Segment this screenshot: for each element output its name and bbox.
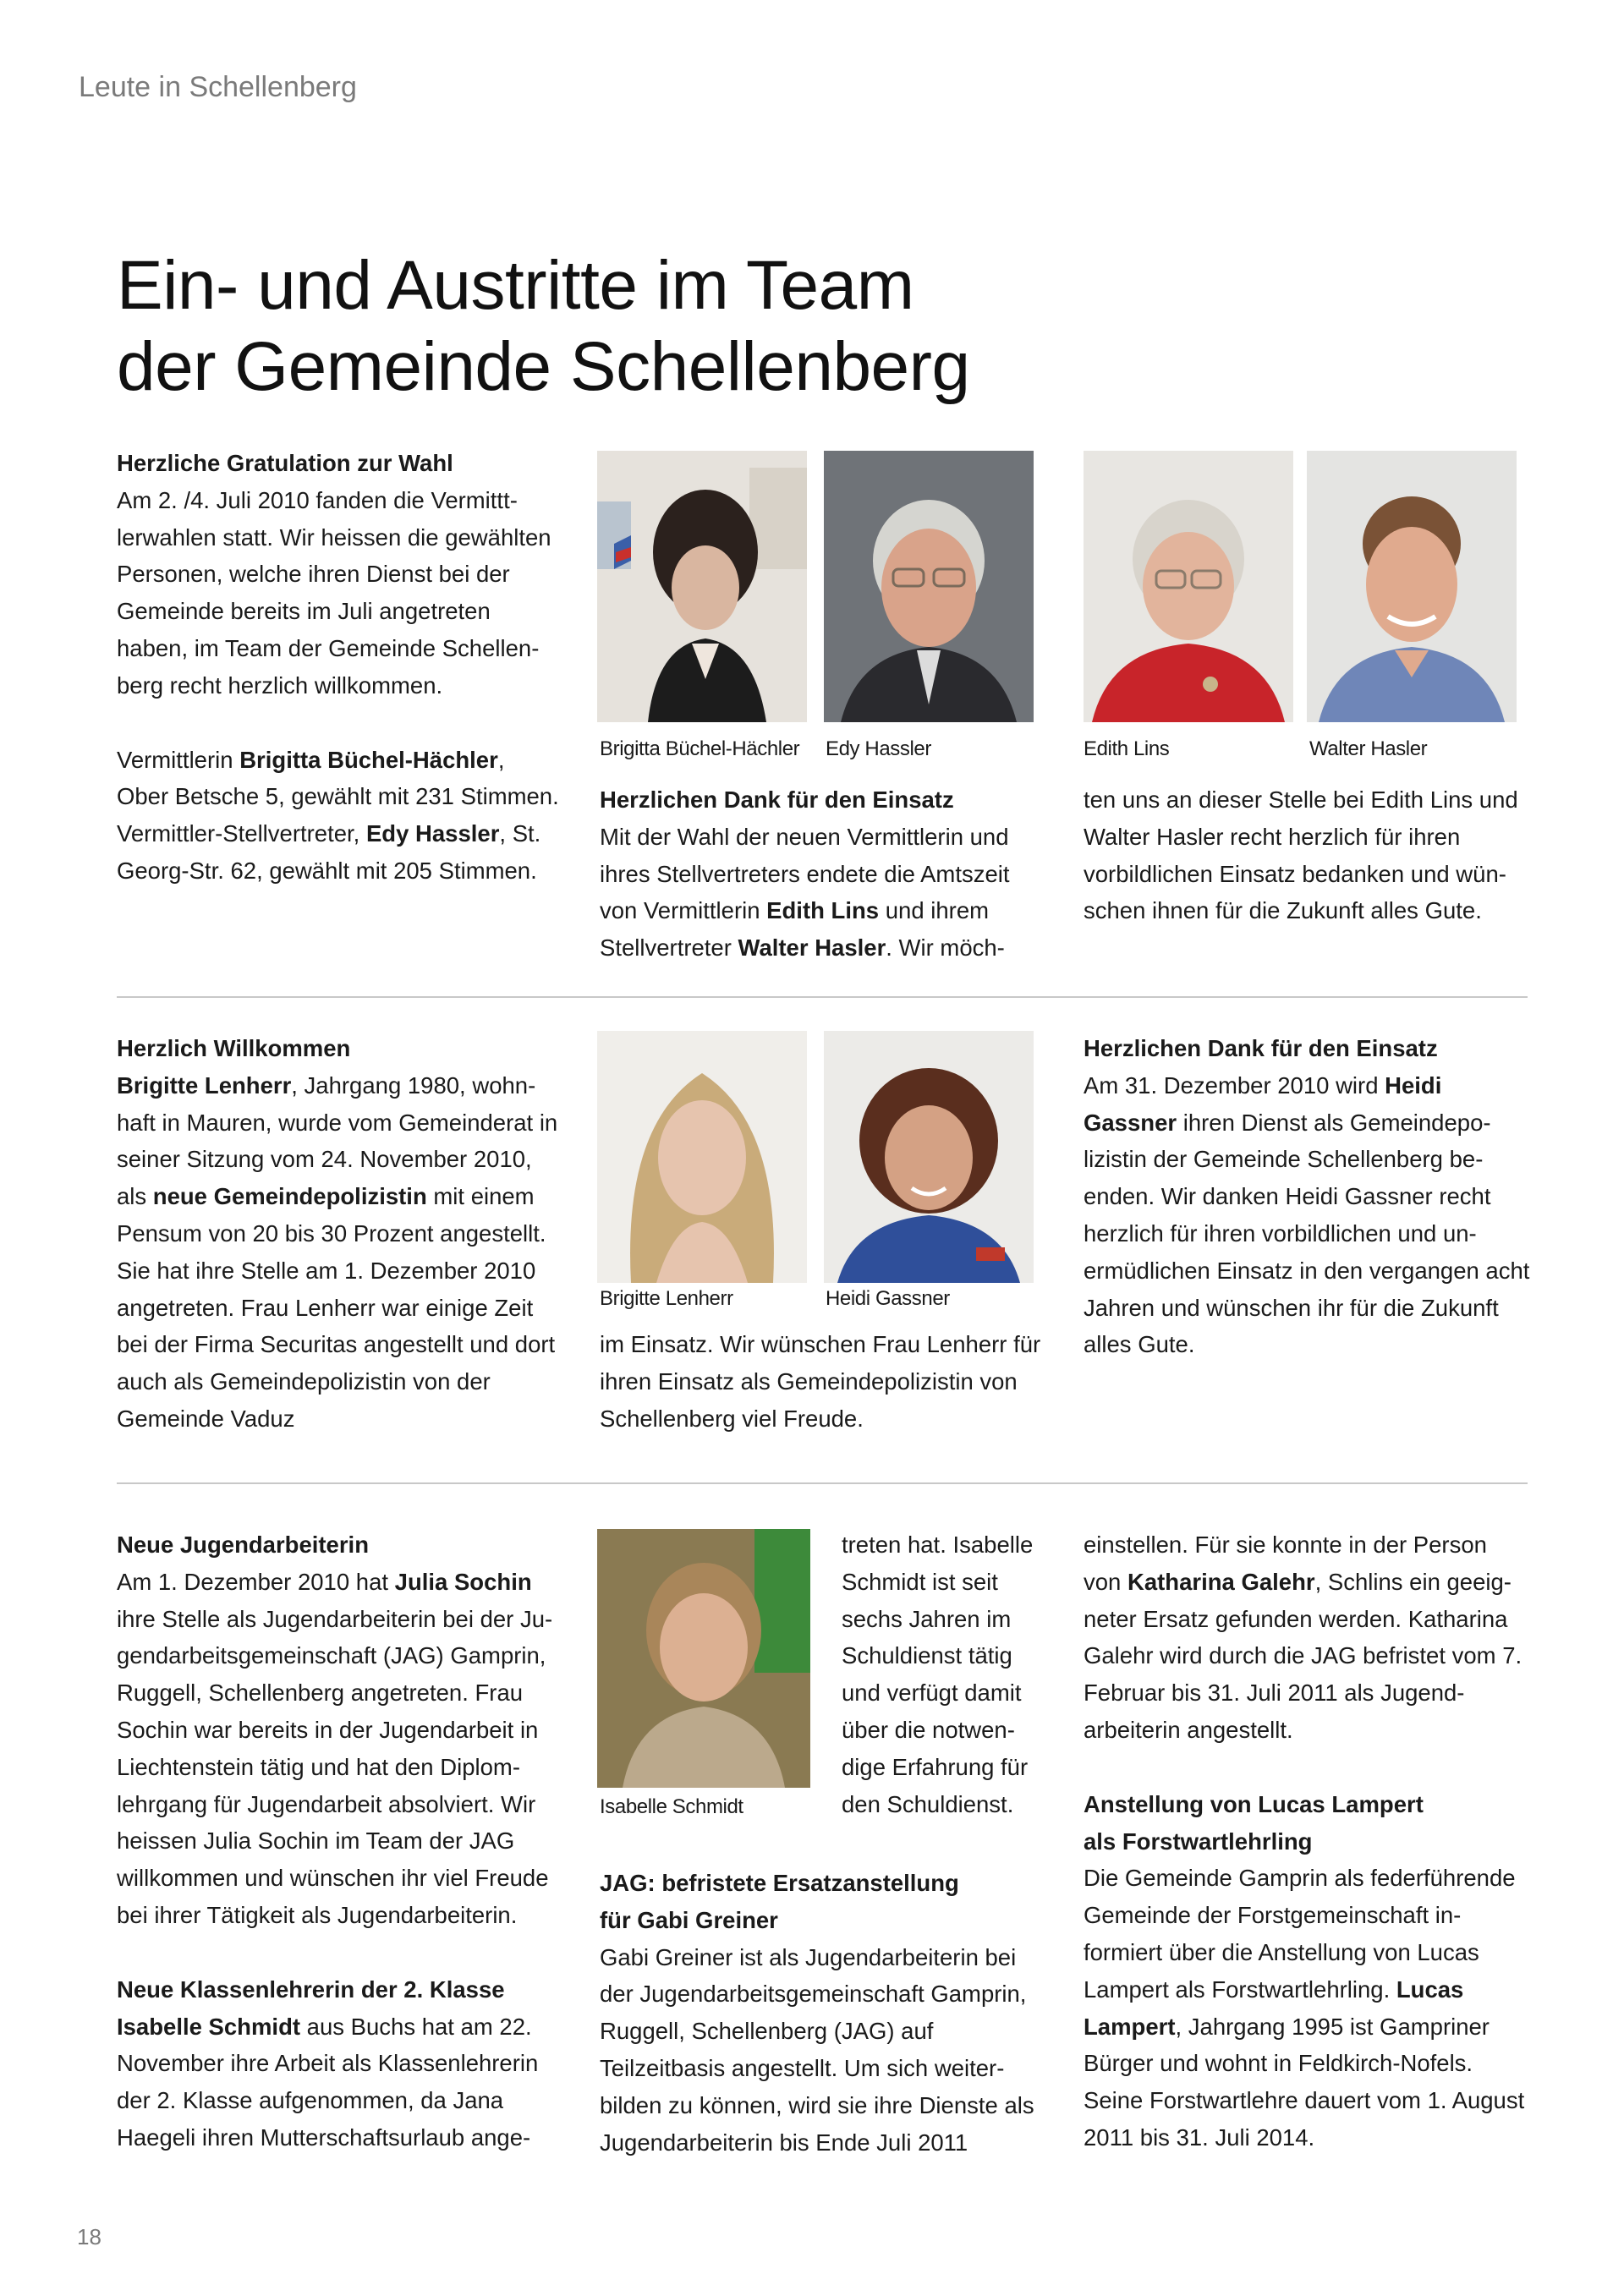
photo-heidi-gassner [824, 1031, 1034, 1283]
caption-brigitta: Brigitta Büchel-Hächler [600, 737, 800, 760]
section2-right-column [1084, 1030, 1530, 1363]
name-brigitta: Brigitta Büchel-Hächler [239, 746, 498, 773]
photo-edy-hassler [824, 451, 1034, 722]
caption-edith: Edith Lins [1084, 737, 1170, 760]
page-title [117, 245, 970, 408]
section3-klassenlehrerin-heading: Neue Klassenlehrerin der 2. Klasse [117, 1975, 505, 2003]
name-julia-sochin: Julia Sochin [394, 1568, 532, 1595]
section1-heading: Herzliche Gratulation zur Wahl [117, 450, 453, 476]
section3-klassenlehrerin-continued: treten hat. Isabelle Schmidt ist seit sechs Jahren im Schuldienst tätig und verfügt damit über die notwendige Erfahrung für den Schuldienst. [842, 1532, 1034, 1817]
section3-middle-narrow-column [842, 1526, 1043, 1822]
name-isabelle-schmidt: Isabelle Schmidt [117, 2013, 301, 2040]
name-katharina-galehr: Katharina Galehr [1127, 1568, 1315, 1595]
section3-lampert-paragraph: Die Gemeinde Gamprin als federführende Gemeinde der Forstgemeinschaft informiert über die Anstellung von Lucas Lampert als Forstwartlehrling. Lucas Lampert, Jahrgang 1995 ist Gampriner Bürger und wohnt in Feldkirch-Nofels. Seine Forstwartlehre dauert vom 1. August 2011 bis 31. Juli 2014. [1084, 1865, 1525, 2151]
section1-thanks-continued: ten uns an dieser Stelle bei Edith Lins und Walter Hasler recht herzlich für ihren vorbildlichen Einsatz bedanken und wünschen ihnen für die Zukunft alles Gute. [1084, 786, 1518, 924]
section3-jag-heading: JAG: befristete Ersatzanstellung für Gabi Greiner [600, 1870, 959, 1933]
section3-right-column [1084, 1526, 1530, 2156]
section1-election-paragraph: Vermittlerin Brigitta Büchel-Hächler, Ober Betsche 5, gewählt mit 231 Stimmen. Vermittler-Stellvertreter, Edy Hassler, St. Georg-Str. 62, gewählt mit 205 Stimmen. [117, 746, 559, 884]
caption-edy: Edy Hassler [826, 737, 931, 760]
photo-brigitte-lenherr [597, 1031, 807, 1283]
name-brigitte-lenherr: Brigitte Lenherr [117, 1071, 292, 1099]
section2-welcome-continued: im Einsatz. Wir wünschen Frau Lenherr für ihren Einsatz als Gemeindepolizistin von Schellenberg viel Freude. [600, 1331, 1041, 1432]
section1-intro: Am 2. /4. Juli 2010 fanden die Vermitttlerwahlen statt. Wir heissen die gewählten Personen, welche ihren Dienst bei der Gemeinde bereits im Juli angetreten haben, im Team der Gemeinde Schellenberg recht herzlich willkommen. [117, 486, 551, 699]
name-heidi-gassner: Heidi Gassner [1084, 1071, 1442, 1136]
photo-isabelle-schmidt [597, 1529, 810, 1788]
name-edy: Edy Hassler [365, 820, 500, 847]
photo-brigitta-buechel-haechler [597, 451, 807, 722]
title-line-1: Ein- und Austritte im Team [117, 247, 914, 324]
section3-jag-paragraph: Gabi Greiner ist als Jugendarbeiterin bei der Jugendarbeitsgemeinschaft Gamprin, Ruggell, Schellenberg (JAG) auf Teilzeitbasis angestellt. Um sich weiterbilden zu können, wird sie ihre Dienste als Jugendarbeiterin bis Ende Juli 2011 [600, 1943, 1034, 2156]
section1-middle-column [600, 781, 1046, 967]
section-divider-1 [117, 996, 1528, 998]
section2-welcome-heading: Herzlich Willkommen [117, 1035, 351, 1061]
section2-thanks-heading: Herzlichen Dank für den Einsatz [1084, 1035, 1438, 1061]
name-lucas-lampert: Lucas Lampert [1084, 1975, 1464, 2040]
caption-heidi-gassner: Heidi Gassner [826, 1287, 950, 1310]
section2-welcome-paragraph: Brigitte Lenherr, Jahrgang 1980, wohnhaft in Mauren, wurde vom Gemeinderat in seiner Sitzung vom 24. November 2010, als neue Gemeindepolizistin mit einem Pensum von 20 bis 30 Prozent angestellt. Sie hat ihre Stelle am 1. Dezember 2010 angetreten. Frau Lenherr war einige Zeit bei der Firma Securitas angestellt und dort auch als Gemeindepolizistin von der Gemeinde Vaduz [117, 1071, 558, 1432]
caption-brigitte-lenherr: Brigitte Lenherr [600, 1287, 733, 1310]
title-line-2: der Gemeinde Schellenberg [117, 328, 970, 405]
section-divider-2 [117, 1482, 1528, 1484]
neue-gemeindepolizistin: neue Gemeindepolizistin [152, 1183, 427, 1210]
section3-klassenlehrerin-paragraph: Isabelle Schmidt aus Buchs hat am 22. November ihre Arbeit als Klassenlehrerin der 2. Klasse aufgenommen, da Jana Haegeli ihren Mutterschaftsurlaub ange- [117, 2013, 539, 2151]
section3-jugendarbeiterin-heading: Neue Jugendarbeiterin [117, 1532, 369, 1558]
photo-edith-lins [1084, 451, 1293, 722]
running-head: Leute in Schellenberg [79, 71, 357, 103]
section3-galehr-paragraph: einstellen. Für sie konnte in der Person von Katharina Galehr, Schlins ein geeigneter Ersatz gefunden werden. Katharina Galehr wird durch die JAG befristet vom 7. Februar bis 31. Juli 2011 als Jugendarbeiterin angestellt. [1084, 1532, 1522, 1743]
page-number: 18 [77, 2224, 102, 2249]
section1-thanks-heading: Herzlichen Dank für den Einsatz [600, 786, 954, 813]
section1-left-column [117, 445, 562, 890]
section2-left-column [117, 1030, 562, 1438]
photo-walter-hasler [1307, 451, 1517, 722]
name-edith: Edith Lins [766, 897, 880, 924]
section1-right-column [1084, 781, 1530, 929]
name-walter: Walter Hasler [738, 934, 886, 962]
section2-thanks-paragraph: Am 31. Dezember 2010 wird Heidi Gassner ihren Dienst als Gemeindepolizistin der Gemeinde Schellenberg beenden. Wir danken Heidi Gassner recht herzlich für ihren vorbildlichen und unermüdlichen Einsatz in den vergangen acht Jahren und wünschen ihr für die Zukunft alles Gute. [1084, 1071, 1530, 1358]
section3-jugendarbeiterin-paragraph: Am 1. Dezember 2010 hat Julia Sochin ihre Stelle als Jugendarbeiterin bei der Jugendarbeitsgemeinschaft (JAG) Gamprin, Ruggell, Schellenberg angetreten. Frau Sochin war bereits in der Jugendarbeit in Liechtenstein tätig und hat den Diplomlehrgang für Jugendarbeit absolviert. Wir heissen Julia Sochin im Team der JAG willkommen und wünschen ihr viel Freude bei ihrer Tätigkeit als Jugendarbeiterin. [117, 1568, 553, 1928]
section2-middle-column [600, 1326, 1046, 1437]
section1-thanks-paragraph: Mit der Wahl der neuen Vermittlerin und ihres Stellvertreters endete die Amtszeit von Vermittlerin Edith Lins und ihrem Stellvertreter Walter Hasler. Wir möch- [600, 823, 1010, 962]
caption-walter: Walter Hasler [1309, 737, 1428, 760]
section3-middle-column [600, 1865, 1046, 2161]
section3-left-column [117, 1526, 562, 2156]
caption-isabelle-schmidt: Isabelle Schmidt [600, 1795, 743, 1818]
section3-lampert-heading: Anstellung von Lucas Lampert als Forstwartlehrling [1084, 1790, 1424, 1855]
